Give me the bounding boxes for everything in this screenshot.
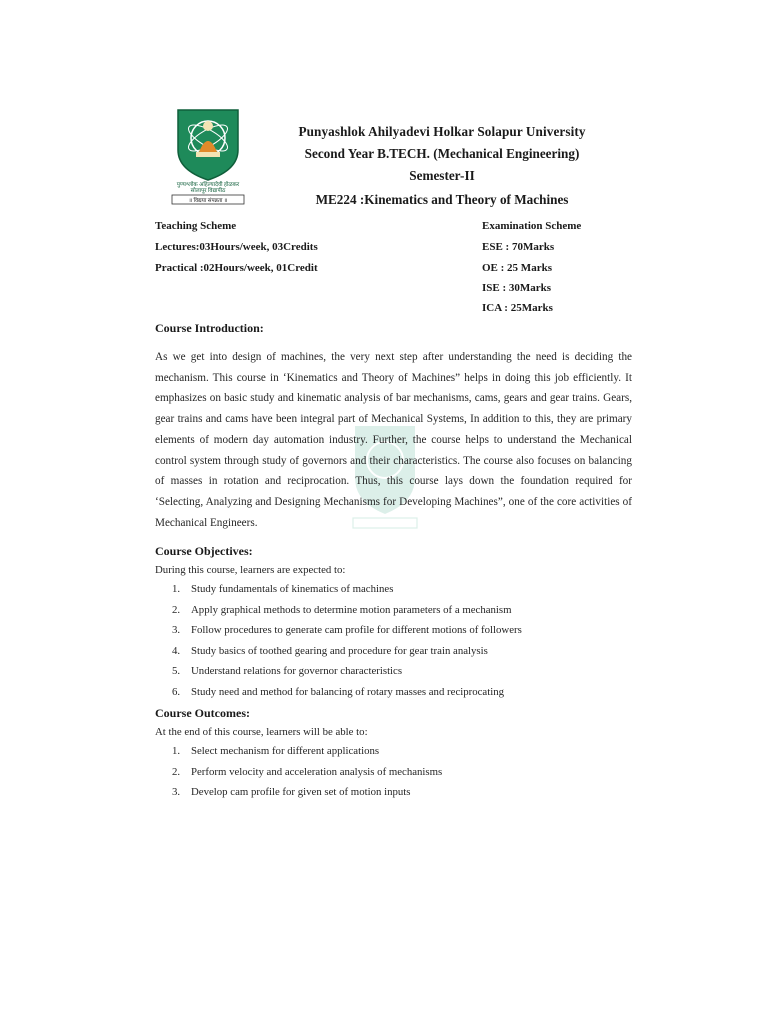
item-number: 6. xyxy=(172,685,181,698)
course-outcomes-lead: At the end of this course, learners will be able to: xyxy=(155,726,368,738)
item-number: 5. xyxy=(172,665,181,677)
list-item xyxy=(172,604,522,625)
list-item xyxy=(172,745,442,766)
logo-marathi-line1: पुण्यश्लोक अहिल्यादेवी होळकर xyxy=(176,182,240,188)
item-number: 4. xyxy=(172,644,181,657)
course-objectives-list xyxy=(172,583,522,706)
exam-ise: ISE : 30Marks xyxy=(482,282,552,294)
course-objectives-lead: During this course, learners are expected to: xyxy=(155,564,346,576)
course-introduction-title: Course Introduction: xyxy=(155,321,264,335)
item-number: 2. xyxy=(172,765,181,778)
item-text: Understand relations for governor characteristics xyxy=(191,665,403,677)
list-item xyxy=(172,624,522,645)
logo-marathi-line2: सोलापूर विद्यापीठ xyxy=(190,188,226,194)
course-outcomes-title: Course Outcomes: xyxy=(155,706,250,720)
exam-ica: ICA : 25Marks xyxy=(482,302,553,314)
university-name: Punyashlok Ahilyadevi Holkar Solapur University xyxy=(298,124,586,139)
item-text: Perform velocity and acceleration analysis of mechanisms xyxy=(191,765,443,778)
item-text: Follow procedures to generate cam profile for different motions of followers xyxy=(191,624,522,636)
course-title: ME224 :Kinematics and Theory of Machines xyxy=(315,192,569,207)
list-item xyxy=(172,786,442,807)
item-number: 2. xyxy=(172,603,181,616)
list-item xyxy=(172,583,522,604)
item-number: 3. xyxy=(172,624,181,636)
list-item xyxy=(172,766,442,787)
university-logo xyxy=(158,104,258,208)
item-number: 3. xyxy=(172,786,181,798)
teaching-practical: Practical :02Hours/week, 01Credit xyxy=(155,262,318,274)
item-text: Develop cam profile for given set of motion inputs xyxy=(191,786,411,798)
exam-oe: OE : 25 Marks xyxy=(482,262,552,274)
teaching-lectures: Lectures:03Hours/week, 03Credits xyxy=(155,241,318,253)
item-text: Study basics of toothed gearing and procedure for gear train analysis xyxy=(191,644,488,657)
item-number: 1. xyxy=(172,745,181,757)
course-outcomes-list xyxy=(172,745,442,807)
program-title: Second Year B.TECH. (Mechanical Engineering) xyxy=(304,146,580,161)
semester-title: Semester-II xyxy=(409,168,475,183)
teaching-scheme-title: Teaching Scheme xyxy=(155,220,237,232)
exam-ese: ESE : 70Marks xyxy=(482,241,555,253)
logo-motto: ॥ विद्यया संपन्नता ॥ xyxy=(188,198,228,204)
list-item xyxy=(172,686,522,707)
exam-scheme-title: Examination Scheme xyxy=(482,220,582,232)
item-text: Study need and method for balancing of rotary masses and reciprocating xyxy=(191,685,505,698)
course-introduction-body: As we get into design of machines, the very next step after understanding the need is deciding the mechanism. This course in ‘Kinematics and Theory of Machines” helps in doing this job efficiently. It emphasizes on basic study and kinematic analysis of bar mechanisms, cams, gears and gear trains. Gears, gear trains and cams have been integral part of Mechanical Systems, In addition to this, they are primary elements of modern day automation industry. Further, the course helps to understand the Mechanical control system through study of governors and their characteristics. The course also focuses on balancing of masses in rotation and reciprocation. Thus, this course lays down the foundation required for ‘Selecting, Analyzing and Designing Mechanisms for Developing Machines”, one of the core activities of Mechanical Engineers. xyxy=(155,351,632,529)
course-objectives-title: Course Objectives: xyxy=(155,544,253,558)
item-text: Apply graphical methods to determine motion parameters of a mechanism xyxy=(191,603,512,616)
item-number: 1. xyxy=(172,583,181,595)
university-emblem-icon xyxy=(158,104,258,208)
item-text: Select mechanism for different applications xyxy=(191,745,380,757)
list-item xyxy=(172,645,522,666)
item-text: Study fundamentals of kinematics of machines xyxy=(191,583,394,595)
list-item xyxy=(172,665,522,686)
